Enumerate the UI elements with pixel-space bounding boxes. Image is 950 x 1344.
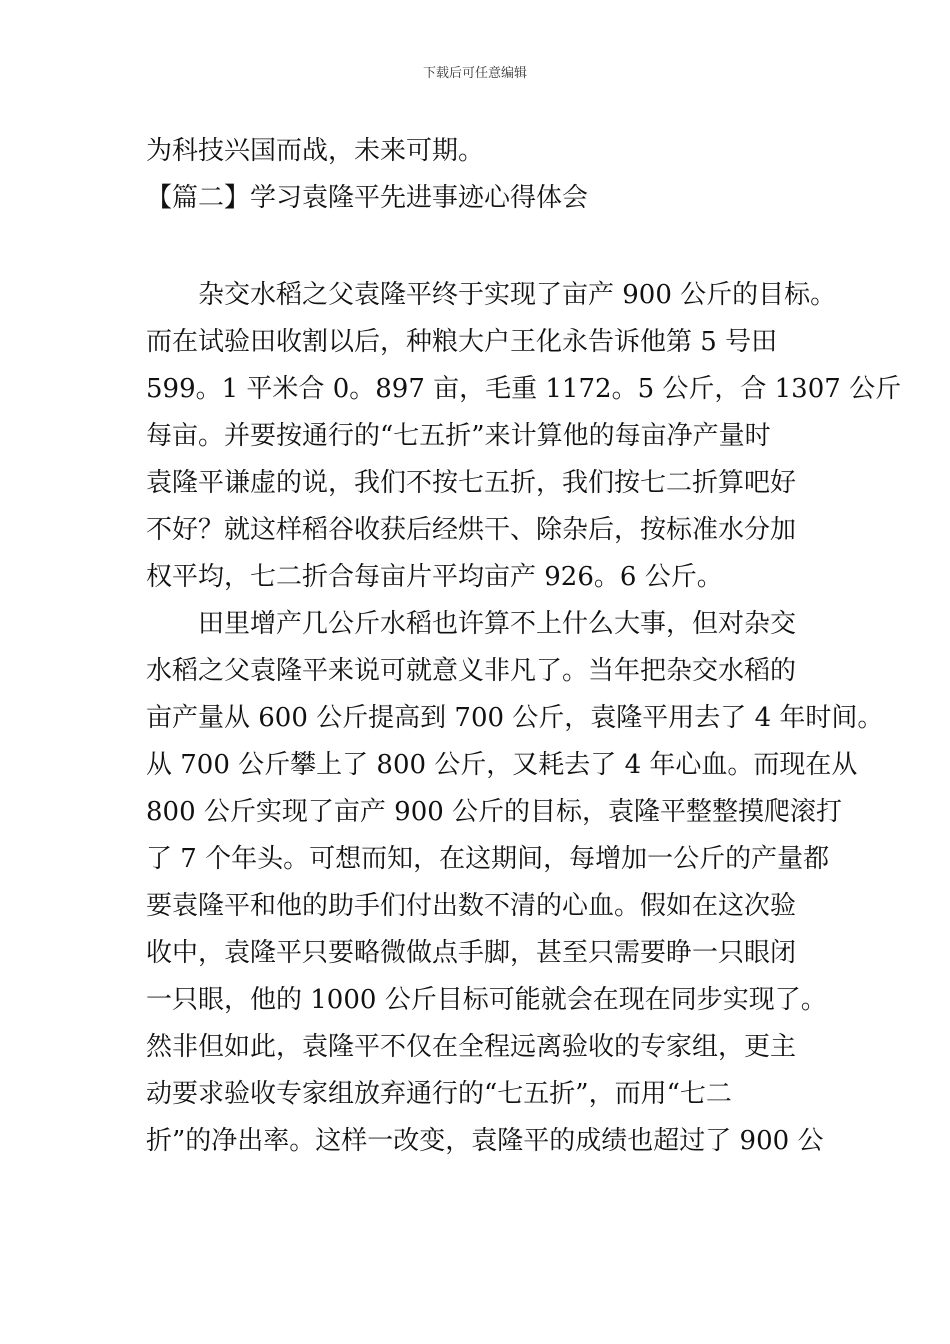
paragraph-line: 每亩。并要按通行的“七五折”来计算他的每亩净产量时 bbox=[146, 421, 771, 451]
paragraph-2 bbox=[146, 601, 884, 1165]
section-title: 【篇二】学习袁隆平先进事迹心得体会 bbox=[146, 183, 589, 213]
paragraph-line: 亩产量从 600 公斤提高到 700 公斤，袁隆平用去了 4 年时间。 bbox=[146, 703, 884, 733]
page-header-note: 下载后可任意编辑 bbox=[422, 66, 527, 81]
paragraph-line: 袁隆平谦虚的说，我们不按七五折，我们按七二折算吧好 bbox=[146, 468, 797, 498]
document-body bbox=[146, 128, 902, 1165]
paragraph-line: 田里增产几公斤水稻也许算不上什么大事，但对杂交 bbox=[146, 609, 797, 639]
paragraph-line: 折”的净出率。这样一改变，袁隆平的成绩也超过了 900 公 bbox=[146, 1126, 824, 1156]
paragraph-line: 收中，袁隆平只要略微做点手脚，甚至只需要睁一只眼闭 bbox=[146, 938, 797, 968]
section-spacer bbox=[146, 222, 816, 272]
paragraph-line: 一只眼，他的 1000 公斤目标可能就会在现在同步实现了。 bbox=[146, 985, 827, 1015]
paragraph-line: 了 7 个年头。可想而知，在这期间，每增加一公斤的产量都 bbox=[146, 844, 830, 874]
paragraph-line: 动要求验收专家组放弃通行的“七五折”，而用“七二 bbox=[146, 1079, 732, 1109]
paragraph-1 bbox=[146, 272, 902, 601]
intro-line: 为科技兴国而战，未来可期。 bbox=[146, 136, 485, 166]
paragraph-line: 599。1 平米合 0。897 亩，毛重 1172。5 公斤，合 1307 公斤 bbox=[146, 374, 902, 404]
paragraph-line: 800 公斤实现了亩产 900 公斤的目标，袁隆平整整摸爬滚打 bbox=[146, 797, 843, 827]
paragraph-line: 水稻之父袁隆平来说可就意义非凡了。当年把杂交水稻的 bbox=[146, 656, 797, 686]
paragraph-line: 不好？就这样稻谷收获后经烘干、除杂后，按标准水分加 bbox=[146, 515, 797, 545]
paragraph-line: 杂交水稻之父袁隆平终于实现了亩产 900 公斤的目标。 bbox=[146, 280, 837, 310]
paragraph-line: 而在试验田收割以后，种粮大户王化永告诉他第 5 号田 bbox=[146, 327, 778, 357]
paragraph-line: 要袁隆平和他的助手们付出数不清的心血。假如在这次验 bbox=[146, 891, 797, 921]
paragraph-line: 然非但如此，袁隆平不仅在全程远离验收的专家组，更主 bbox=[146, 1032, 797, 1062]
paragraph-line: 从 700 公斤攀上了 800 公斤，又耗去了 4 年心血。而现在从 bbox=[146, 750, 858, 780]
paragraph-line: 权平均，七二折合每亩片平均亩产 926。6 公斤。 bbox=[146, 562, 723, 592]
